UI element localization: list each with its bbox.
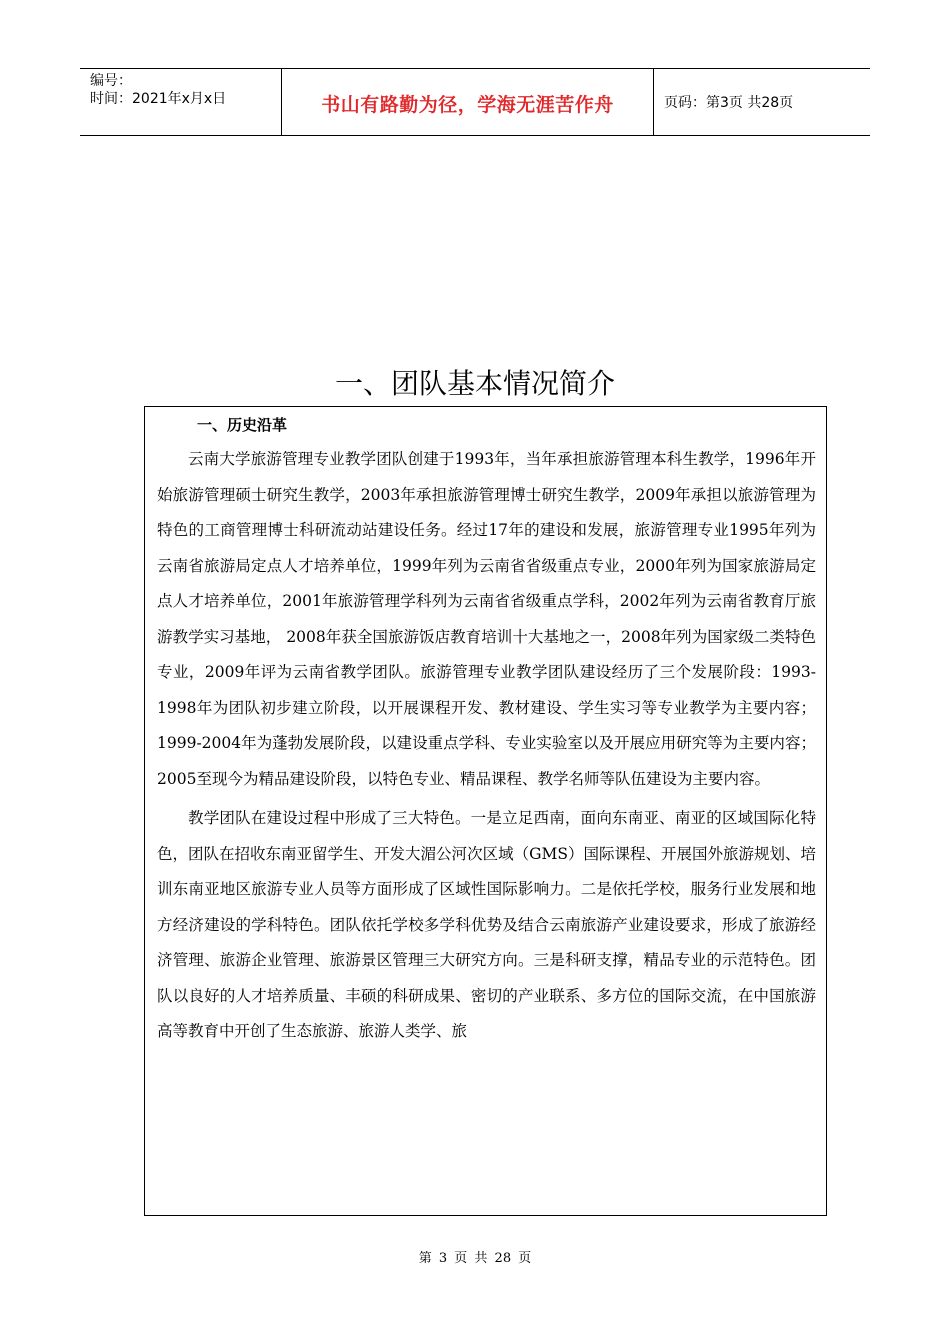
section-heading: 一、历史沿革	[197, 416, 288, 434]
header-motto-cell	[282, 69, 654, 135]
header-page-info: 页码：第3页 共28页	[664, 95, 794, 111]
page-footer: 第 3 页 共 28 页	[418, 1251, 532, 1266]
header-number-label: 编号：	[90, 73, 132, 89]
paragraph-history: 云南大学旅游管理专业教学团队创建于1993年，当年承担旅游管理本科生教学，1996年开始旅游管理硕士研究生教学，2003年承担旅游管理博士研究生教学，2009年承担以旅游管理为特色的工商管理博士科研流动站建设任务。经过17年的建设和发展，旅游管理专业1995年列为云南省旅游局定点人才培养单位，1999年列为云南省省级重点专业，2000年列为国家旅游局定点人才培养单位，2001年旅游管理学科列为云南省省级重点学科，2002年列为云南省教育厅旅游教学实习基地， 2008年获全国旅游饭店教育培训十大基地之一，2008年列为国家级二类特色专业，2009年评为云南省教学团队。旅游管理专业教学团队建设经历了三个发展阶段：1993-1998年为团队初步建立阶段，以开展课程开发、教材建设、学生实习等专业教学为主要内容；1999-2004年为蓬勃发展阶段，以建设重点学科、专业实验室以及开展应用研究等为主要内容；2005至现今为精品建设阶段，以特色专业、精品课程、教学名师等队伍建设为主要内容。	[157, 450, 816, 788]
page-title: 一、团队基本情况简介	[334, 367, 615, 400]
content-box	[144, 406, 827, 1216]
header-meta	[80, 69, 282, 135]
paragraph-features: 教学团队在建设过程中形成了三大特色。一是立足西南，面向东南亚、南亚的区域国际化特色，团队在招收东南亚留学生、开发大湄公河次区域（GMS）国际课程、开展国外旅游规划、培训东南亚地区旅游专业人员等方面形成了区域性国际影响力。二是依托学校，服务行业发展和地方经济建设的学科特色。团队依托学校多学科优势及结合云南旅游产业建设要求，形成了旅游经济管理、旅游企业管理、旅游景区管理三大研究方向。三是科研支撑，精品专业的示范特色。团队以良好的人才培养质量、丰硕的科研成果、密切的产业联系、多方位的国际交流，在中国旅游高等教育中开创了生态旅游、旅游人类学、旅	[157, 809, 816, 1040]
page-header	[80, 68, 870, 136]
header-page-info-cell	[654, 69, 870, 135]
header-time-label: 时间：2021年x月x日	[90, 91, 227, 107]
header-motto: 书山有路勤为径，学海无涯苦作舟	[321, 93, 614, 116]
